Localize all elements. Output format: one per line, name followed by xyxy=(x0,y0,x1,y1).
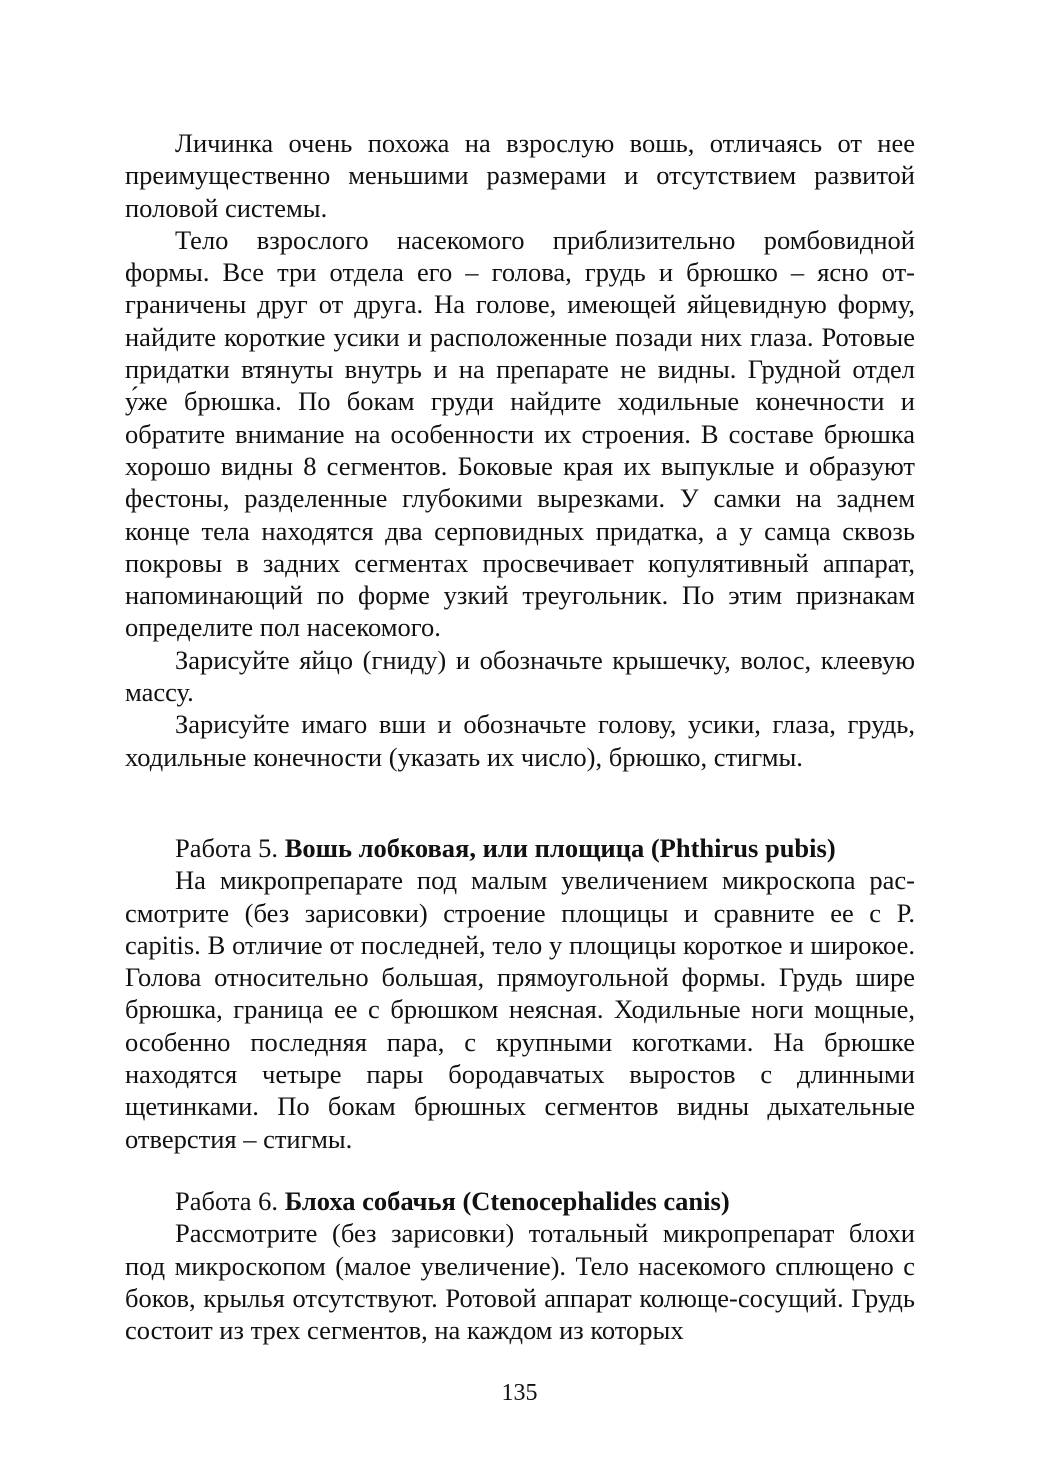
section-5-heading xyxy=(125,832,915,864)
paragraph-adult-body: Тело взрослого насекомого приблизительно ромбовидной формы. Все три отдела его – голова, грудь и брюшко – ясно отграничены друг от друга. На голове, имеющей яйцевидную форму, найдите короткие усики и расположенные позади них глаза. Ротовые придатки втянуты внутрь и на препарате не видны. Грудной отдел у́же брюшка. По бокам груди найдите ходильные конечности и обратите внимание на особенности их строения. В составе брюшка хорошо видны 8 сегментов. Боковые края их выпуклые и образуют фестоны, разделенные глубокими вырезками. У самки на заднем конце тела находятся два серповидных придатка, а у самца сквозь покровы в задних сегментах просвечивает копулятивный аппарат, напоминающий по форме узкий треугольник. По этим признакам определите пол насекомого. xyxy=(125,224,915,643)
section-6-title: Блоха собачья (Ctenocephalides canis) xyxy=(284,1186,730,1216)
paragraph-draw-egg: Зарисуйте яйцо (гниду) и обозначьте крышечку, волос, клеевую массу. xyxy=(125,644,915,708)
intro-text-block xyxy=(125,127,915,773)
section-5-title: Вошь лобковая, или площица (Phthirus pubis) xyxy=(284,833,836,863)
paragraph-draw-imago: Зарисуйте имаго вши и обозначьте голову, усики, глаза, грудь, ходильные конечности (указать их число), брюшко, стигмы. xyxy=(125,709,915,772)
section-6-heading xyxy=(125,1185,915,1217)
page-number: 135 xyxy=(501,1380,538,1406)
section-5-paragraph: На микропрепарате под малым увеличением микроскопа рассмотрите (без зарисовки) строение площицы и сравните ее с P. capitis. В отличие от последней, тело у площицы короткое и широкое. Голова относительно большая, прямоугольной формы. Грудь шире брюшка, граница ее с брюшком неясная. Ходильные ноги мощные, особенно последняя пара, с крупными коготками. На брюшке находятся четыре пары бородавчатых выростов с длинными щетинками. По бокам брюшных сегментов видны дыхательные отверстия – стигмы. xyxy=(125,865,915,1154)
paragraph-larva: Личинка очень похожа на взрослую вошь, отличаясь от нее преимущественно меньшими размерами и отсутствием развитой половой системы. xyxy=(125,128,915,223)
section-5-label: Работа 5. xyxy=(175,833,285,863)
section-6-block xyxy=(125,1185,915,1346)
section-6-label: Работа 6. xyxy=(175,1186,285,1216)
section-5-block xyxy=(125,832,915,1155)
section-6-paragraph: Рассмотрите (без зарисовки) тотальный микропрепарат блохи под микроскопом (малое увеличение). Тело насекомого сплющено с боков, крылья отсутствуют. Ротовой аппарат колюще-сосущий. Грудь состоит из трех сегментов, на каждом из которых xyxy=(125,1218,915,1346)
